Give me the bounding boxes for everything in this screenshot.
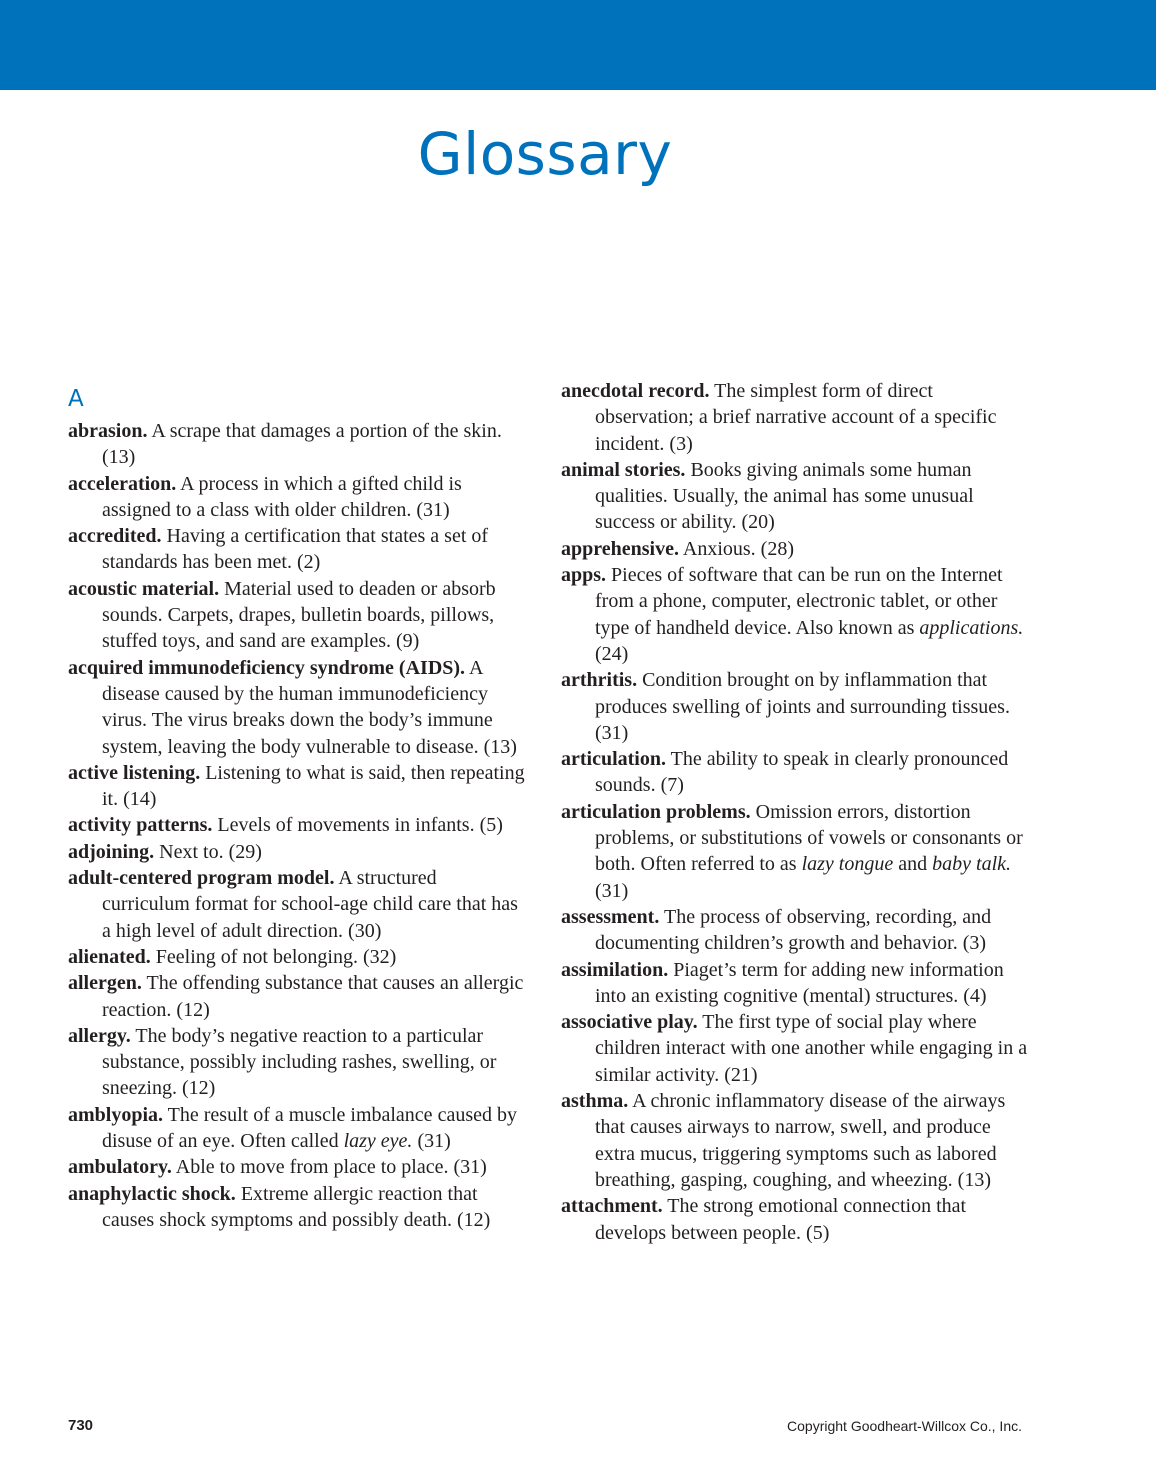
page-number: 730 [68, 1417, 94, 1434]
glossary-term: anecdotal record. [561, 380, 710, 402]
glossary-entry [68, 418, 528, 471]
definition-text: Books giving animals some human qualities. Usually, the animal has some unusual success or ability. (20) [595, 458, 974, 534]
glossary-entry [68, 1102, 528, 1155]
glossary-term: acquired immunodeficiency syndrome (AIDS). [68, 656, 466, 679]
italic-term-text: baby talk. [932, 853, 1012, 876]
glossary-entry [561, 799, 1031, 904]
glossary-term: allergy. [68, 1024, 131, 1047]
glossary-entry [68, 576, 528, 655]
definition-text: A chronic inflammatory disease of the airways that causes airways to narrow, swell, and produce extra mucus, triggering symptoms such as labored breathing, gasping, coughing, and wheezing. (13) [595, 1090, 1006, 1191]
definition-text: The body’s negative reaction to a particular substance, possibly including rashes, swelling, or sneezing. (12) [102, 1024, 497, 1100]
glossary-term: accredited. [68, 525, 162, 548]
definition-text: Able to move from place to place. (31) [171, 1156, 487, 1179]
definition-text: The strong emotional connection that develops between people. (5) [595, 1195, 967, 1244]
glossary-term: allergen. [68, 972, 142, 995]
glossary-entry [561, 904, 1031, 957]
glossary-entry [68, 865, 528, 944]
definition-text: Material used to deaden or absorb sounds. Carpets, drapes, bulletin boards, pillows, stuffed toys, and sand are examples. (9) [102, 577, 496, 653]
glossary-entry [68, 760, 528, 813]
definition-text: Feeling of not belonging. (32) [150, 945, 397, 968]
glossary-entry [68, 1181, 528, 1234]
glossary-term: apprehensive. [561, 537, 679, 560]
definition-text: (31) [595, 879, 629, 902]
glossary-entry [68, 471, 528, 524]
glossary-term: anaphylactic shock. [68, 1182, 236, 1205]
glossary-entry [561, 667, 1031, 746]
definition-text: (24) [595, 642, 629, 665]
glossary-entry [68, 970, 528, 1023]
definition-text: Levels of movements in infants. (5) [212, 814, 503, 837]
definition-text: Pieces of software that can be run on the Internet from a phone, computer, electronic tablet, or other type of handheld device. Also known as [595, 564, 1003, 639]
definition-text: Listening to what is said, then repeating it. (14) [102, 761, 525, 811]
definition-text: (31) [412, 1130, 451, 1153]
section-letter: A [68, 386, 84, 412]
italic-term-text: lazy eye. [343, 1130, 413, 1153]
glossary-entry [561, 1193, 1031, 1246]
glossary-term: apps. [561, 564, 607, 587]
definition-text: The first type of social play where children interact with one another while engaging in a similar activity. (21) [595, 1011, 1028, 1086]
glossary-term: attachment. [561, 1195, 663, 1218]
definition-text: Piaget’s term for adding new information into an existing cognitive (mental) structures. (4) [595, 958, 1004, 1007]
glossary-entry [561, 1009, 1031, 1088]
glossary-entry [68, 1154, 528, 1180]
glossary-entry [561, 562, 1031, 667]
glossary-term: animal stories. [561, 458, 686, 481]
italic-term-text: lazy tongue [801, 853, 894, 876]
copyright-notice: Copyright Goodheart-Willcox Co., Inc. [787, 1418, 1022, 1434]
glossary-entry [68, 523, 528, 576]
definition-text: The ability to speak in clearly pronounced sounds. (7) [595, 748, 1009, 797]
glossary-entry [68, 944, 528, 970]
glossary-entry [68, 812, 528, 838]
glossary-entry [561, 746, 1031, 799]
glossary-term: abrasion. [68, 420, 148, 442]
glossary-term: active listening. [68, 761, 201, 784]
definition-text: Extreme allergic reaction that causes shock symptoms and possibly death. (12) [102, 1182, 491, 1231]
glossary-term: assimilation. [561, 958, 669, 981]
glossary-entry [561, 536, 1031, 562]
glossary-term: articulation problems. [561, 800, 751, 823]
glossary-entry [561, 378, 1031, 457]
glossary-term: asthma. [561, 1090, 629, 1113]
glossary-entry [68, 1023, 528, 1102]
page-title: Glossary [417, 120, 673, 188]
glossary-term: ambulatory. [68, 1156, 172, 1179]
definition-text: Having a certification that states a set of standards has been met. (2) [102, 525, 489, 574]
glossary-term: acceleration. [68, 472, 177, 495]
definition-text: The process of observing, recording, and documenting children’s growth and behavior. (3) [595, 905, 992, 955]
definition-text: A structured curriculum format for school-age child care that has a high level of adult direction. (30) [102, 867, 518, 942]
glossary-entry [68, 655, 528, 760]
definition-text: A disease caused by the human immunodeficiency virus. The virus breaks down the body’s immune system, leaving the body vulnerable to disease. (13) [102, 656, 517, 758]
glossary-term: arthritis. [561, 669, 638, 692]
definition-text: Omission errors, distortion problems, or substitutions of vowels or consonants or both. Often referred to as [595, 800, 1023, 876]
glossary-term: alienated. [68, 945, 151, 968]
definition-text: and [893, 853, 933, 876]
definition-text: The offending substance that causes an allergic reaction. (12) [102, 972, 524, 1021]
glossary-entry [68, 839, 528, 865]
glossary-entry [561, 957, 1031, 1010]
glossary-term: amblyopia. [68, 1103, 164, 1126]
glossary-term: activity patterns. [68, 814, 213, 837]
definition-text: The result of a muscle imbalance caused by disuse of an eye. Often called [102, 1103, 517, 1153]
glossary-term: assessment. [561, 905, 660, 928]
entry-list-left [68, 418, 528, 1233]
definition-text: The simplest form of direct observation; a brief narrative account of a specific incident. (3) [595, 380, 997, 455]
glossary-term: adjoining. [68, 840, 155, 863]
definition-text: A process in which a gifted child is assigned to a class with older children. (31) [102, 472, 462, 521]
entry-list-right [561, 378, 1031, 1246]
definition-text: A scrape that damages a portion of the skin. (13) [102, 420, 502, 469]
definition-text: Next to. (29) [154, 840, 262, 863]
header-bar [0, 0, 1156, 90]
glossary-entry [561, 457, 1031, 536]
glossary-term: adult-centered program model. [68, 867, 335, 890]
glossary-term: articulation. [561, 748, 666, 771]
definition-text: Anxious. (28) [678, 537, 794, 560]
glossary-entry [561, 1088, 1031, 1193]
glossary-term: associative play. [561, 1011, 698, 1034]
glossary-column-right [561, 378, 1031, 1246]
definition-text: Condition brought on by inflammation that produces swelling of joints and surrounding tissues. (31) [595, 669, 1010, 744]
glossary-column-left [68, 378, 528, 1233]
glossary-term: acoustic material. [68, 577, 220, 600]
italic-term-text: applications. [919, 616, 1024, 639]
